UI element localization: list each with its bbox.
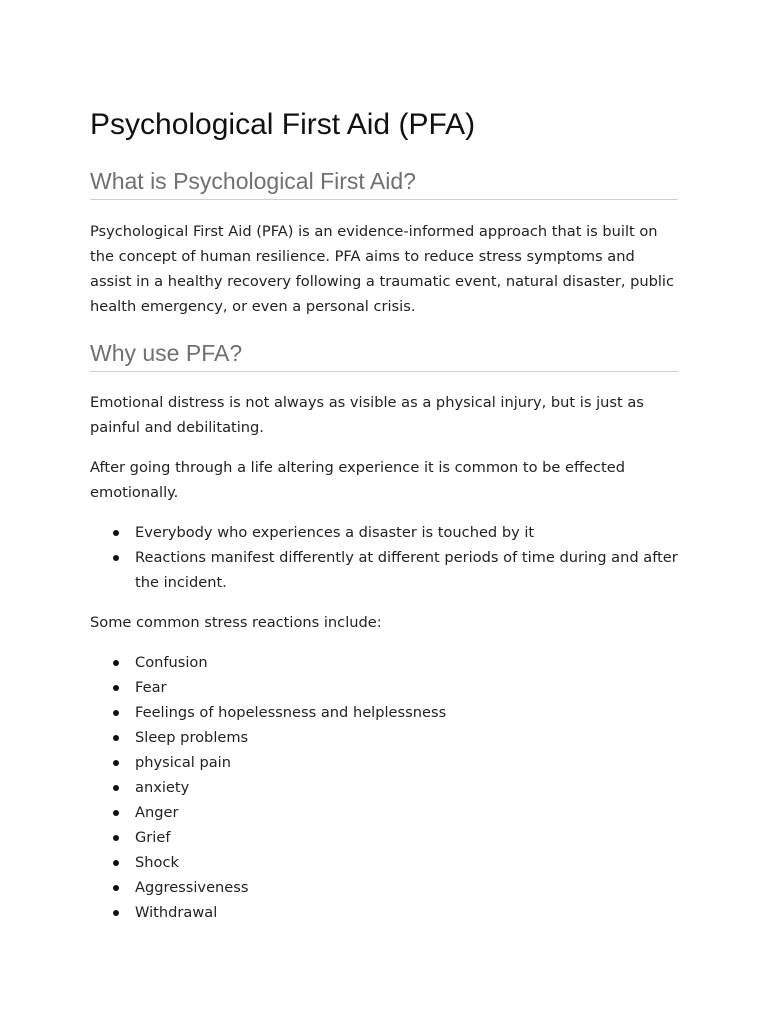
list-item-text: Reactions manifest differently at different periods of time during and after the incident. bbox=[135, 549, 678, 591]
list-item-text: anxiety bbox=[135, 779, 190, 796]
list-item-text: Withdrawal bbox=[135, 904, 218, 921]
list-item-text: Fear bbox=[135, 679, 167, 696]
bullet-icon bbox=[113, 785, 119, 791]
list-item bbox=[90, 725, 678, 750]
list-item-text: Shock bbox=[135, 854, 179, 871]
bullet-icon bbox=[113, 835, 119, 841]
page-title: Psychological First Aid (PFA) bbox=[90, 108, 476, 141]
paragraph-stress-reactions-intro: Some common stress reactions include: bbox=[90, 614, 382, 631]
list-item-text: Grief bbox=[135, 829, 171, 846]
paragraph-pfa-definition: Psychological First Aid (PFA) is an evidence-informed approach that is built on the concept of human resilience. PFA aims to reduce stress symptoms and assist in a healthy recovery following a traumatic event, natural disaster, public health emergency, or even a personal crisis. bbox=[90, 223, 675, 315]
list-item bbox=[90, 800, 678, 825]
bullet-icon bbox=[113, 530, 119, 536]
paragraph-emotional-distress: Emotional distress is not always as visible as a physical injury, but is just as painful and debilitating. bbox=[90, 394, 644, 436]
bullet-icon bbox=[113, 885, 119, 891]
list-item bbox=[90, 775, 678, 800]
list-item bbox=[90, 675, 678, 700]
list-item bbox=[90, 520, 678, 545]
list-item-text: physical pain bbox=[135, 754, 231, 771]
bullet-icon bbox=[113, 810, 119, 816]
list-item bbox=[90, 825, 678, 850]
list-item bbox=[90, 700, 678, 725]
bullet-icon bbox=[113, 860, 119, 866]
bullet-icon bbox=[113, 760, 119, 766]
list-item bbox=[90, 545, 678, 595]
bullet-icon bbox=[113, 685, 119, 691]
bullet-list-stress-reactions bbox=[90, 650, 678, 925]
list-item bbox=[90, 650, 678, 675]
section-heading-what-is-pfa: What is Psychological First Aid? bbox=[90, 164, 678, 200]
list-item bbox=[90, 900, 678, 925]
list-item bbox=[90, 875, 678, 900]
list-item-text: Sleep problems bbox=[135, 729, 249, 746]
bullet-icon bbox=[113, 710, 119, 716]
paragraph-life-altering: After going through a life altering experience it is common to be effected emotionally. bbox=[90, 459, 626, 501]
section-heading-why-use-pfa: Why use PFA? bbox=[90, 336, 678, 372]
list-item bbox=[90, 850, 678, 875]
list-item-text: Aggressiveness bbox=[135, 879, 249, 896]
bullet-icon bbox=[113, 910, 119, 916]
list-item bbox=[90, 750, 678, 775]
list-item-text: Feelings of hopelessness and helplessness bbox=[135, 704, 447, 721]
bullet-icon bbox=[113, 660, 119, 666]
list-item-text: Confusion bbox=[135, 654, 208, 671]
bullet-list-effects bbox=[90, 520, 678, 595]
bullet-icon bbox=[113, 555, 119, 561]
list-item-text: Everybody who experiences a disaster is touched by it bbox=[135, 524, 535, 541]
bullet-icon bbox=[113, 735, 119, 741]
list-item-text: Anger bbox=[135, 804, 179, 821]
